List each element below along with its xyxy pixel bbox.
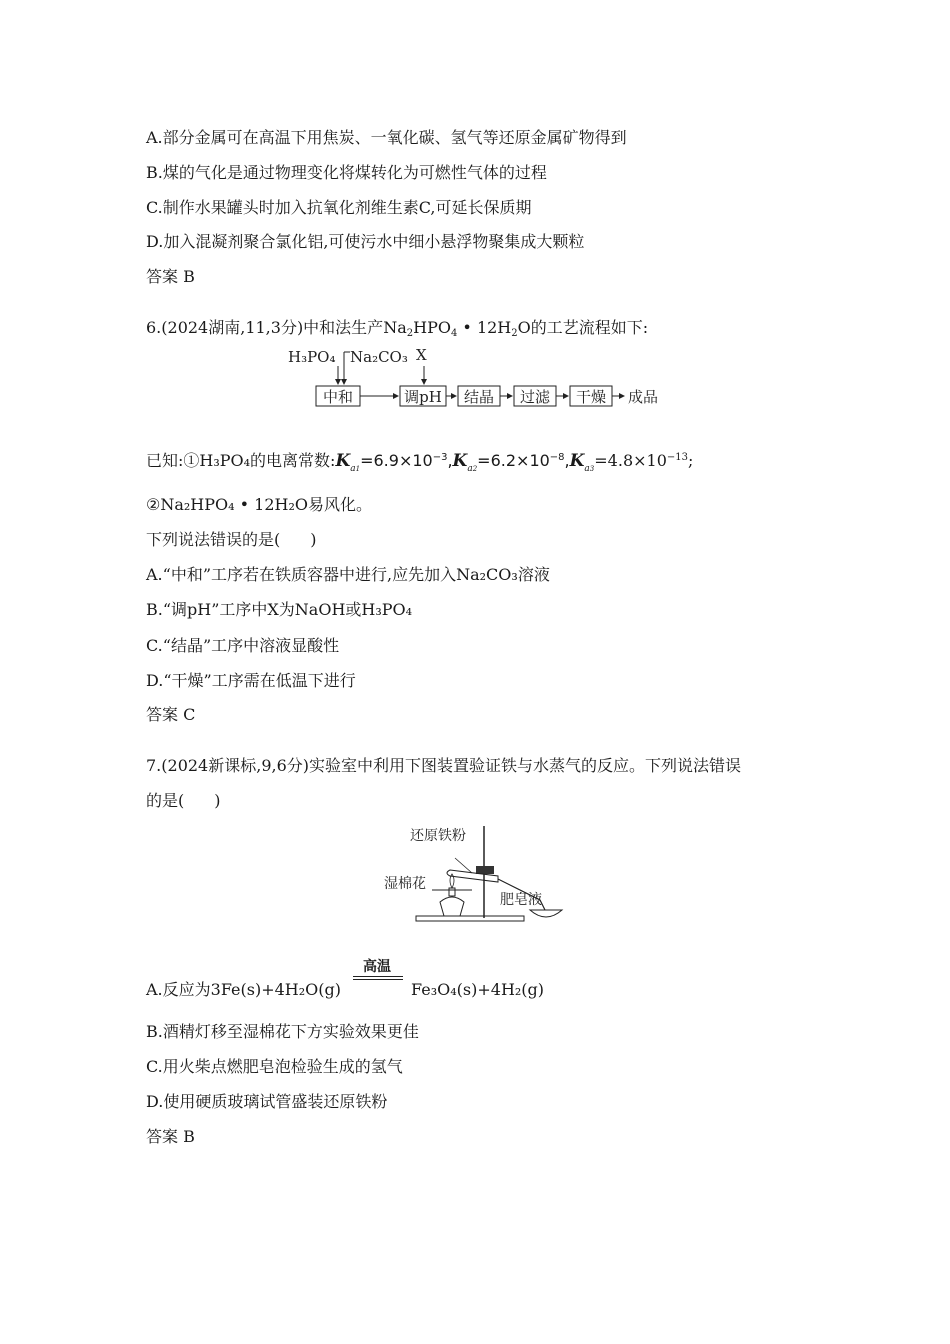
flow-input-na2co3: Na₂CO₃ — [350, 348, 408, 366]
q6-flow-diagram — [280, 340, 680, 410]
q7-option-a — [146, 959, 545, 1000]
q6-option-d: D.“干燥”工序需在低温下进行 — [146, 671, 356, 690]
q6-option-b: B.“调pH”工序中X为NaOH或H₃PO₄ — [146, 600, 413, 619]
reaction-condition: 高温 — [363, 959, 392, 975]
q7-option-b: B.酒精灯移至湿棉花下方实验效果更佳 — [146, 1022, 419, 1041]
q6-question: 下列说法错误的是( ) — [146, 530, 317, 549]
q6-answer: 答案 C — [146, 705, 196, 724]
q5-option-c: C.制作水果罐头时加入抗氧化剂维生素C,可延长保质期 — [146, 198, 532, 217]
flow-input-x: X — [416, 346, 427, 364]
reaction-left: A.反应为3Fe(s)+4H₂O(g) — [146, 980, 342, 999]
reaction-right: Fe₃O₄(s)+4H₂(g) — [411, 980, 545, 999]
svg-text:干燥: 干燥 — [575, 388, 607, 406]
q6-stem-prefix: 6.(2024湖南,11,3分)中和法生产 — [146, 318, 384, 337]
ka1-value: 6.9 — [373, 451, 399, 470]
q7-apparatus-figure — [380, 818, 580, 933]
svg-text:调pH: 调pH — [404, 388, 442, 406]
q6-known-prefix: 已知:①H₃PO₄的电离常数: — [146, 451, 336, 470]
q7-option-c: C.用火柴点燃肥皂泡检验生成的氢气 — [146, 1057, 403, 1076]
flow-input-h3po4: H₃PO₄ — [288, 348, 336, 366]
q5-answer: 答案 B — [146, 267, 195, 286]
svg-text:结晶: 结晶 — [463, 388, 495, 406]
flow-product: 成品 — [628, 388, 659, 406]
label-wet-cotton: 湿棉花 — [384, 876, 426, 892]
q6-option-c: C.“结晶”工序中溶液显酸性 — [146, 636, 340, 655]
q5-option-b: B.煤的气化是通过物理变化将煤转化为可燃性气体的过程 — [146, 163, 547, 182]
label-soap-solution: 肥皂液 — [500, 892, 542, 908]
q5-option-a: A.部分金属可在高温下用焦炭、一氧化碳、氢气等还原金属矿物得到 — [146, 128, 627, 147]
q6-known-2: ②Na₂HPO₄ • 12H₂O易风化。 — [146, 495, 373, 514]
q6-option-a: A.“中和”工序若在铁质容器中进行,应先加入Na₂CO₃溶液 — [146, 565, 550, 584]
ka2-value: 6.2 — [490, 451, 517, 470]
q7-stem-line1: 7.(2024新课标,9,6分)实验室中利用下图装置验证铁与水蒸气的反应。下列说法错误 — [146, 756, 742, 775]
svg-text:过滤: 过滤 — [519, 388, 551, 406]
q7-answer: 答案 B — [146, 1127, 195, 1146]
q7-stem-line2: 的是( ) — [146, 791, 221, 810]
reaction-arrow — [341, 959, 411, 1000]
svg-text:中和: 中和 — [322, 388, 354, 406]
q6-stem-suffix: 的工艺流程如下: — [530, 318, 649, 337]
label-iron-powder: 还原铁粉 — [410, 828, 466, 844]
q6-stem-formula: $Na_2HPO_4$ • $12H_2O$ — [383, 318, 531, 339]
q7-option-d: D.使用硬质玻璃试管盛装还原铁粉 — [146, 1092, 388, 1111]
q5-option-d: D.加入混凝剂聚合氯化铝,可使污水中细小悬浮物聚集成大颗粒 — [146, 232, 585, 251]
q6-known-constants: 已知:①H₃PO₄的电离常数$:K_{a1}=6.9\times 10^{-3},K_{a2}=6.2\times 10^{-8},K_{a3}=4.8\times 10^{-13}$; — [146, 451, 694, 474]
ka3-value: 4.8 — [607, 451, 634, 470]
